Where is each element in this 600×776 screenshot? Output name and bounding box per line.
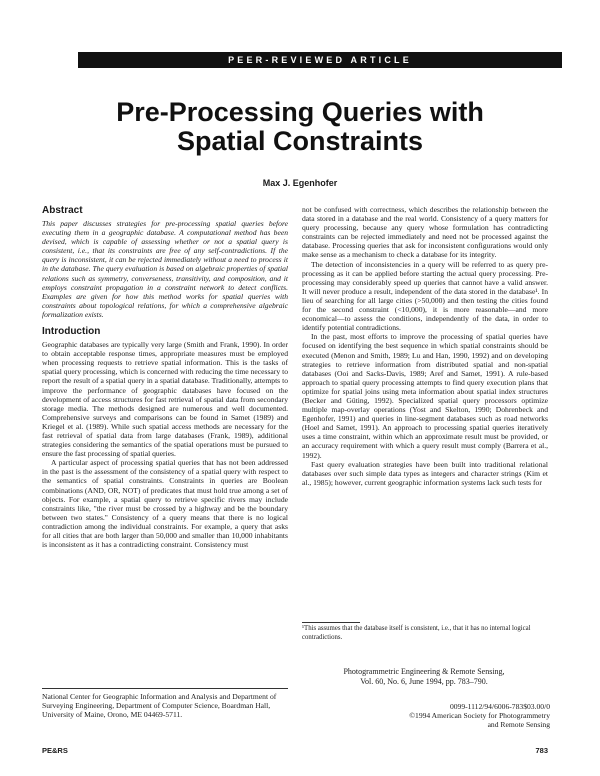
copyright-block: [340, 702, 550, 730]
article-title-line-2: Spatial Constraints: [176, 126, 424, 156]
author-name: Max J. Egenhofer: [262, 178, 338, 188]
abstract-heading: Abstract: [42, 205, 83, 216]
right-column: [302, 205, 548, 487]
left-column: [42, 205, 288, 549]
copyright-line-2: and Remote Sensing: [487, 720, 550, 730]
journal-citation: [300, 667, 548, 687]
issn-code: 0099-1112/94/6006-783$03.00/0: [449, 702, 550, 711]
introduction-heading: Introduction: [42, 326, 101, 338]
journal-volume: Vol. 60, No. 6, June 1994, pp. 783–790.: [360, 677, 488, 686]
copyright-line: ©1994 American Society for Photogrammetry: [409, 711, 550, 721]
paragraph: In the past, most efforts to improve the processing of spatial queries have focused on identifying the best sequence in which spatial constraints should be executed (Menon and Smith, 1989; Lu and Han, 1990, 1992) and on developing strategies to retrieve information from distributed spatial and non-spatial databases (Ooi and Sacks-Davis, 1989; Aref and Samet, 1991). A rule-based approach to spatial query processing attempts to find query execution plans that optimize for spatial joins using meta information about spatial index structures (Becker and Güting, 1992). Specialized spatial query processors optimize multiple map-overlay operations (Yost and Skelton, 1990; Dohrenbeck and Egenhofer, 1991) and queries in line-segment databases such as road networks (Hoel and Samet, 1991). An approach to processing spatial queries iteratively uses a time constraint, within which an approximate result must be provided, or an accuracy requirement with which a query result must comply (Barrera et al., 1992).: [302, 332, 548, 460]
article-title-line-1: Pre-Processing Queries with: [116, 97, 484, 127]
journal-abbrev: PE&RS: [42, 746, 68, 755]
paragraph: Geographic databases are typically very large (Smith and Frank, 1990). In order to obtain acceptable response times, appropriate measures must be employed when processing requests to retrieve spatial information. This is the tasks of spatial query processing, which is concerned with reducing the time necessary to report the result of a spatial query in a spatial database. Traditionally, attempts to improve the performance of geographic databases have focused on the development of access structures for fast retrieval of spatial data from secondary storage media. The methods designed are numerous and well documented. Comprehensive surveys and comparisons can be found in Samet (1989) and Kriegel et al. (1989). While such spatial access methods are necessary for the fast retrieval of spatial data from large databases (Frank, 1989), additional strategies considering the semantics of the spatial operations must be pursued to ensure the fast processing of spatial queries.: [42, 340, 288, 459]
section-banner: PEER-REVIEWED ARTICLE: [78, 52, 562, 68]
paragraph: Fast query evaluation strategies have been built into traditional relational databases over such simple data types as integers and character strings (Kim et al., 1985); however, current geographic information systems lack such tests for: [302, 459, 548, 487]
page-number: 783: [535, 746, 548, 755]
paragraph: The detection of inconsistencies in a query will be referred to as query pre-processing as it can be applied before starting the actual query processing. Pre-processing may considerably speed up queries that cannot have a valid answer. It will never produce a result, independent of the data stored in the database¹. In lieu of searching for all large cities (>50,000) and then testing the cities found for the second constraint (<10,000), it is more reasonable—and more economical—to assess the conditions, independently of the data, in order to identify potential contradictions.: [302, 259, 548, 333]
author-affiliation: National Center for Geographic Information and Analysis and Department of Surveying Engineering, Department of Computer Science, Boardman Hall, University of Maine, Orono, ME 04469-5711.: [42, 692, 277, 720]
paragraph: A particular aspect of processing spatial queries that has not been addressed in the past is the assessment of the consistency of a spatial query with respect to the semantics of spatial constraints. Constraints in queries are Boolean combinations (AND, OR, NOT) of predicates that must hold true among a set of objects. For example, a spatial query to retrieve specific rivers may include constraints like, "the river must be crossed by a highway and be the boundary between two states." Consistency of a query means that there is no logical contradiction among the individual constraints. For example, a query that asks for all cities that are both larger than 50,000 and smaller than 10,000 inhabitants is inconsistent as it has a contradicting constraint. Consistency must: [42, 458, 288, 550]
footnote-rule: [302, 622, 360, 623]
affiliation-rule: [42, 688, 288, 689]
abstract-text: This paper discusses strategies for pre-processing spatial queries before executing them in a geographic database. A computational method has been devised, which is capable of assessing whether or not a spatial query is consistent, i.e., that its constraints are free of any self-contradictions. If the query is inconsistent, it can be rejected immediately without a need to process it in the database. The query evaluation is based on algebraic properties of spatial relations such as symmetry, converseness, transitivity, and composition, and it employs constraint propagation in a constraint network to detect conflicts. Examples are given for how this method works for spatial queries with constraints about topological relations, for which a comprehensive algebraic formalization exists.: [42, 219, 288, 319]
paragraph: not be confused with correctness, which describes the relationship between the data stored in a database and the real world. Consistency of a query matters for query processing, because any query whose formulation has contradicting constraints can be rejected immediately and need not be processed against the database. Processing queries that ask for inconsistent configurations would only make sense as a mechanism to check a database for its integrity.: [302, 205, 548, 260]
footnote: ¹This assumes that the database itself is consistent, i.e., that it has no internal logical contradictions.: [302, 625, 531, 641]
journal-name: Photogrammetric Engineering & Remote Sensing,: [343, 667, 505, 676]
